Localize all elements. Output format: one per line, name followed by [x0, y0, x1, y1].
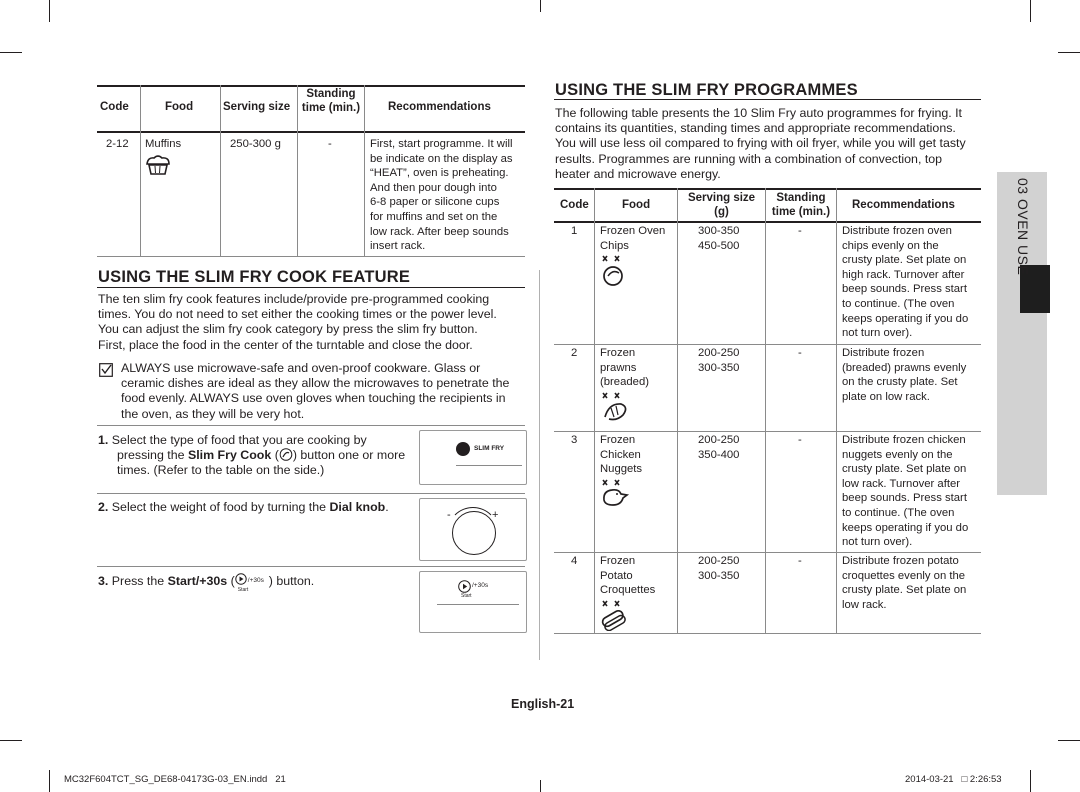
- row-standing: -: [798, 347, 802, 359]
- rec-line: chips evenly on the: [842, 239, 939, 252]
- crop-mark: [0, 740, 22, 741]
- start-panel: [419, 571, 527, 633]
- rec-line: “HEAT”, oven is preheating.: [370, 167, 509, 180]
- row-code: 1: [571, 225, 578, 237]
- muffin-icon: [144, 154, 172, 176]
- intro-line: heater and microwave energy.: [555, 166, 721, 181]
- step-number: 2.: [98, 500, 109, 514]
- cell-serving: 250-300 g: [230, 138, 281, 150]
- programmes-heading: USING THE SLIM FRY PROGRAMMES: [555, 81, 858, 99]
- chicken-icon: [599, 478, 631, 508]
- col-divider: [594, 188, 595, 634]
- row-food: [600, 433, 642, 477]
- slim-fry-cook-label: Slim Fry Cook: [187, 448, 272, 463]
- step-divider: [97, 425, 525, 426]
- table-bottom-rule: [554, 633, 981, 634]
- dial-minus: -: [447, 509, 451, 521]
- start-icon-top: /+30s: [247, 577, 264, 584]
- row-serving: [698, 433, 739, 462]
- rec-line: insert rack.: [370, 240, 426, 253]
- row-food: [600, 224, 665, 253]
- step-text: ) button.: [268, 574, 315, 588]
- table-header-rule: [97, 131, 525, 133]
- rec-line: nuggets evenly on the: [842, 448, 953, 461]
- rec-line: low rack.: [842, 598, 887, 611]
- serving-line: 300-350: [698, 225, 740, 237]
- start-icon: [235, 573, 269, 593]
- rec-line: be indicate on the display as: [370, 152, 513, 165]
- header-recommendations: Recommendations: [852, 199, 955, 211]
- intro-line: First, place the food in the center of the turntable and close the door.: [98, 337, 473, 352]
- programmes-intro: [555, 106, 966, 182]
- row-rec: [842, 554, 966, 612]
- col-divider: [677, 188, 678, 634]
- feature-note: [121, 361, 509, 422]
- note-line: ceramic dishes are ideal as they allow the microwaves to penetrate the: [121, 376, 510, 391]
- row-serving: [698, 224, 739, 253]
- step-text: Press the: [111, 574, 168, 588]
- note-line: ALWAYS use microwave-safe and oven-proof cookware. Glass or: [121, 361, 481, 375]
- row-divider: [554, 552, 981, 553]
- crop-mark: [49, 0, 50, 22]
- step-text: pressing the: [117, 448, 188, 463]
- col-divider: [836, 188, 837, 634]
- rec-line: First, start programme. It will: [370, 138, 513, 150]
- slim-fry-icon: [279, 448, 293, 461]
- header-code: Code: [560, 199, 589, 211]
- table-top-rule: [554, 188, 981, 190]
- rec-line: high rack. Turnover after: [842, 268, 965, 281]
- food-line: Croquettes: [600, 584, 656, 597]
- dial-panel: [419, 498, 527, 561]
- header-recommendations: Recommendations: [388, 101, 491, 113]
- food-line: prawns: [600, 361, 637, 374]
- croquette-icon: [599, 599, 629, 631]
- step-text: ) button one or more: [292, 448, 406, 463]
- page-number: English-21: [511, 697, 575, 711]
- rec-line: to continue. (The oven: [842, 297, 955, 310]
- food-line: Frozen: [600, 434, 636, 446]
- col-divider: [140, 85, 141, 256]
- start-icon-bottom: Start: [237, 587, 249, 593]
- slim-fry-panel-label: SLIM FRY: [474, 445, 505, 452]
- rec-line: plate on low rack.: [842, 390, 930, 403]
- footer-timestamp: 2014-03-21 □ 2:26:53: [905, 774, 1002, 785]
- col-divider: [220, 85, 221, 256]
- row-serving: [698, 554, 739, 583]
- row-rec: [842, 346, 966, 404]
- programmes-heading-rule: [554, 99, 981, 100]
- start-label: Start/+30s: [167, 574, 228, 588]
- crop-mark: [1058, 740, 1080, 741]
- header-standing: Standing time (min.): [301, 88, 361, 114]
- step-text: times. (Refer to the table on the side.): [117, 463, 325, 478]
- cell-food: Muffins: [145, 138, 182, 150]
- food-line: Potato: [600, 569, 633, 582]
- table-top-rule: [97, 85, 525, 87]
- table-bottom-rule: [97, 256, 525, 257]
- rec-line: on the crusty plate. Set: [842, 376, 958, 389]
- feature-intro: [98, 292, 497, 353]
- panel-line: [437, 604, 519, 605]
- header-serving: Serving size (g): [687, 192, 756, 218]
- rec-line: And then pour dough into: [370, 181, 497, 194]
- header-code: Code: [100, 101, 129, 113]
- food-line: Nuggets: [600, 463, 643, 476]
- intro-line: The ten slim fry cook features include/provide pre-programmed cooking: [98, 292, 490, 306]
- dial-plus: +: [492, 509, 499, 521]
- header-standing: Standing time (min.): [771, 192, 831, 218]
- rec-line: keeps operating if you do: [842, 521, 969, 534]
- food-line: (breaded): [600, 376, 649, 389]
- step-3: [98, 573, 315, 593]
- rec-line: not turn over).: [842, 327, 913, 340]
- col-divider: [765, 188, 766, 634]
- serving-line: 200-250: [698, 555, 740, 567]
- rec-line: croquettes evenly on the: [842, 569, 966, 582]
- serving-line: 450-500: [698, 239, 740, 252]
- intro-line: contains its quantities, standing times and appropriate recommendations.: [555, 121, 956, 136]
- feature-heading-rule: [97, 287, 525, 288]
- header-serving: Serving size: [223, 101, 291, 113]
- row-code: 3: [571, 434, 578, 446]
- row-rec: [842, 224, 968, 341]
- center-mark: [540, 780, 541, 792]
- row-serving: [698, 346, 739, 375]
- col-divider: [364, 85, 365, 256]
- food-line: Chips: [600, 239, 629, 252]
- dial-knob-label: Dial knob: [329, 500, 386, 514]
- step-1: [98, 433, 405, 479]
- start-button-icon[interactable]: [458, 580, 471, 593]
- row-standing: -: [798, 555, 802, 567]
- step-divider: [97, 566, 525, 567]
- serving-line: 200-250: [698, 347, 740, 359]
- rec-line: beep sounds. Press start: [842, 283, 967, 296]
- crop-mark: [1030, 0, 1031, 22]
- rec-line: crusty plate. Set plate on: [842, 463, 967, 476]
- row-code: 4: [571, 555, 578, 567]
- rec-line: Distribute frozen potato: [842, 555, 959, 567]
- step-divider: [97, 493, 525, 494]
- serving-line: 200-250: [698, 434, 740, 446]
- note-icon: [99, 363, 113, 377]
- rec-line: low rack. After beep sounds: [370, 225, 509, 238]
- rec-line: for muffins and set on the: [370, 210, 498, 223]
- intro-line: The following table presents the 10 Slim Fry auto programmes for frying. It: [555, 106, 963, 120]
- rec-line: keeps operating if you do: [842, 312, 969, 325]
- serving-line: 300-350: [698, 569, 740, 582]
- chips-icon: [599, 254, 629, 286]
- rec-line: Distribute frozen chicken: [842, 434, 966, 446]
- intro-line: results. Programmes are running with a combination of convection, top: [555, 151, 943, 166]
- step-text: Select the weight of food by turning the: [111, 500, 330, 514]
- step-text: (: [271, 448, 279, 463]
- row-divider: [554, 344, 981, 345]
- panel-line: [456, 465, 522, 466]
- header-food: Food: [165, 101, 194, 113]
- note-line: food evenly. ALWAYS use oven gloves when touching the recipients in: [121, 391, 506, 406]
- row-food: [600, 554, 655, 598]
- crop-mark: [1030, 770, 1031, 792]
- prawn-icon: [599, 391, 631, 423]
- start-panel-sub: Start: [461, 593, 472, 599]
- food-line: Frozen: [600, 555, 636, 567]
- row-standing: -: [798, 225, 802, 237]
- rec-line: low rack. Turnover after: [842, 477, 961, 490]
- cell-standing: -: [328, 138, 332, 150]
- step-text: Select the type of food that you are cooking by: [111, 433, 367, 447]
- row-divider: [554, 431, 981, 432]
- cell-recommendation: [370, 137, 513, 254]
- rec-line: Distribute frozen: [842, 347, 925, 359]
- intro-line: times. You do not need to set either the cooking times or the power level.: [98, 307, 497, 322]
- row-standing: -: [798, 434, 802, 446]
- rec-line: (breaded) prawns evenly: [842, 361, 967, 374]
- step-number: 3.: [98, 574, 109, 588]
- rec-line: crusty plate. Set plate on: [842, 584, 967, 597]
- slim-fry-button-icon[interactable]: [456, 442, 470, 456]
- step-2: [98, 500, 389, 515]
- note-line: the oven, as they will be very hot.: [121, 406, 305, 421]
- rec-line: to continue. (The oven: [842, 506, 955, 519]
- start-panel-label: /+30s: [472, 582, 489, 589]
- food-line: Frozen Oven: [600, 225, 666, 237]
- step-number: 1.: [98, 433, 109, 447]
- col-divider: [297, 85, 298, 256]
- crop-mark: [0, 52, 22, 53]
- row-food: [600, 346, 649, 390]
- rec-line: crusty plate. Set plate on: [842, 254, 967, 267]
- header-food: Food: [622, 199, 651, 211]
- rec-line: Distribute frozen oven: [842, 225, 952, 237]
- row-code: 2: [571, 347, 578, 359]
- crop-mark: [1058, 52, 1080, 53]
- crop-mark: [49, 770, 50, 792]
- food-line: Frozen: [600, 347, 636, 359]
- intro-line: You can adjust the slim fry cook category by press the slim fry button.: [98, 322, 478, 337]
- serving-line: 350-400: [698, 448, 740, 461]
- serving-line: 300-350: [698, 361, 740, 374]
- chapter-tab-label: 03 OVEN USE: [1015, 178, 1031, 276]
- step-text: .: [385, 500, 389, 514]
- rec-line: 6-8 paper or silicone cups: [370, 196, 500, 209]
- center-mark: [540, 0, 541, 12]
- table-header-rule: [554, 221, 981, 223]
- gutter-line: [539, 270, 543, 660]
- intro-line: You will use less oil compared to frying with oil fryer, while you will get tasty: [555, 136, 966, 151]
- rec-line: not turn over).: [842, 536, 913, 549]
- slim-fry-panel: [419, 430, 527, 485]
- food-line: Chicken: [600, 448, 641, 461]
- step-text: (: [227, 574, 235, 588]
- feature-heading: USING THE SLIM FRY COOK FEATURE: [98, 268, 411, 286]
- cell-code: 2-12: [106, 138, 129, 150]
- footer-file: MC32F604TCT_SG_DE68-04173G-03_EN.indd 21: [64, 774, 286, 785]
- row-rec: [842, 433, 968, 550]
- rec-line: beep sounds. Press start: [842, 492, 967, 505]
